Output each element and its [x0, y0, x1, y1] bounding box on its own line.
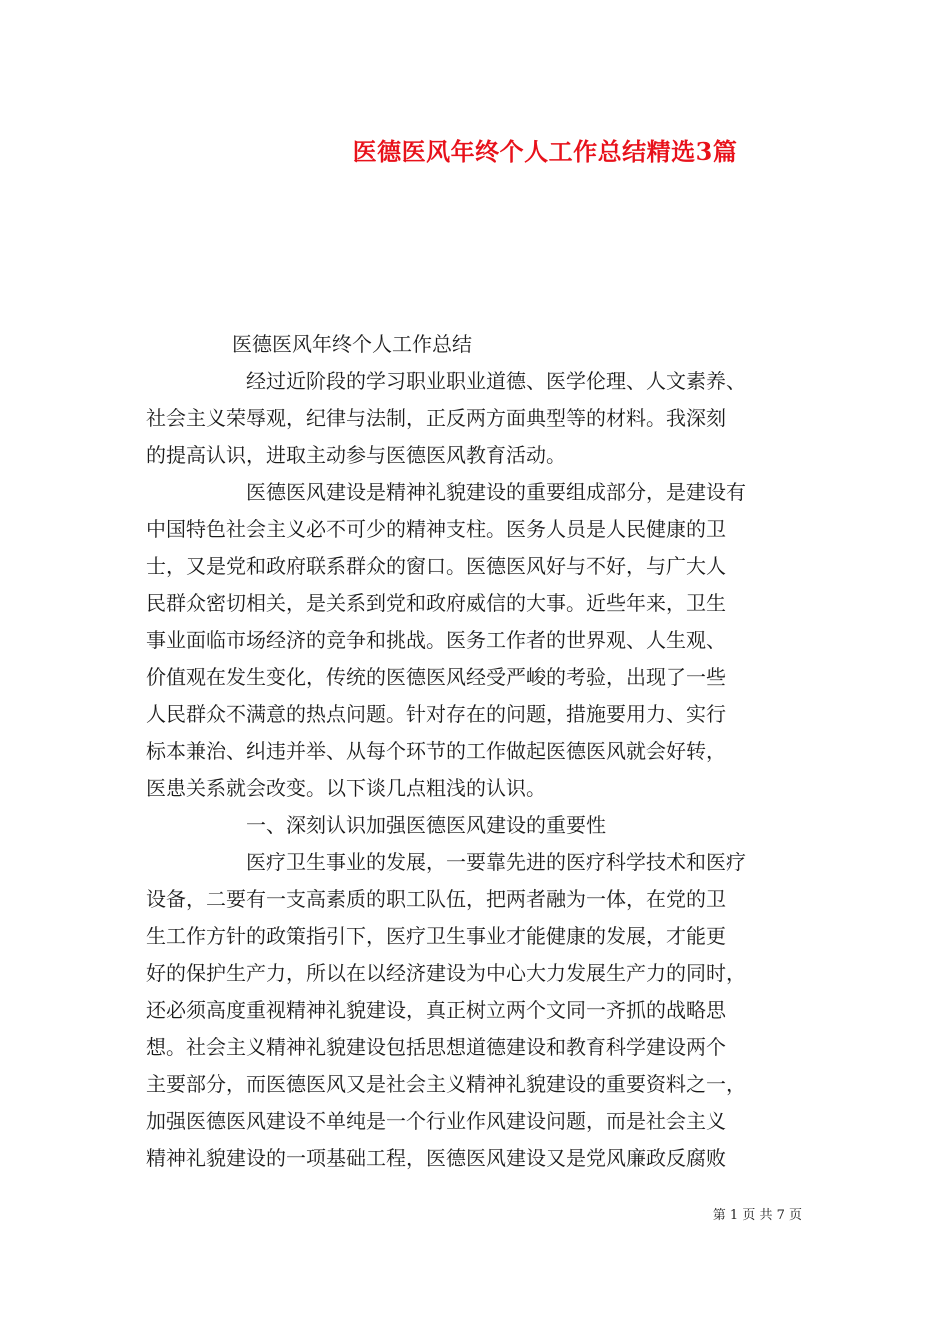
paragraph-line: 事业面临市场经济的竞争和挑战。医务工作者的世界观、人生观、 — [146, 628, 726, 652]
paragraph-line: 精神礼貌建设的一项基础工程，医德医风建设又是党风廉政反腐败 — [146, 1146, 726, 1170]
document-body — [146, 326, 806, 1177]
page-title: 医德医风年终个人工作总结精选3篇 — [352, 137, 738, 166]
paragraph-line: 还必须高度重视精神礼貌建设，真正树立两个文同一齐抓的战略思 — [146, 998, 726, 1022]
paragraph-line: 的提高认识，进取主动参与医德医风教育活动。 — [146, 443, 566, 467]
paragraph-line: 主要部分，而医德医风又是社会主义精神礼貌建设的重要资料之一， — [146, 1072, 746, 1096]
section-heading: 一、深刻认识加强医德医风建设的重要性 — [246, 813, 606, 837]
section-heading: 医德医风年终个人工作总结 — [232, 332, 472, 356]
paragraph-line: 医疗卫生事业的发展，一要靠先进的医疗科学技术和医疗 — [246, 850, 746, 874]
paragraph-line: 社会主义荣辱观，纪律与法制，正反两方面典型等的材料。我深刻 — [146, 406, 726, 430]
paragraph-line: 医德医风建设是精神礼貌建设的重要组成部分，是建设有 — [246, 480, 746, 504]
paragraph-line: 好的保护生产力，所以在以经济建设为中心大力发展生产力的同时， — [146, 961, 746, 985]
paragraph-line: 价值观在发生变化，传统的医德医风经受严峻的考验，出现了一些 — [146, 665, 726, 689]
paragraph-line: 加强医德医风建设不单纯是一个行业作风建设问题，而是社会主义 — [146, 1109, 726, 1133]
paragraph-line: 中国特色社会主义必不可少的精神支柱。医务人员是人民健康的卫 — [146, 517, 726, 541]
paragraph-line: 经过近阶段的学习职业职业道德、医学伦理、人文素养、 — [246, 369, 746, 393]
paragraph-line: 人民群众不满意的热点问题。针对存在的问题，措施要用力、实行 — [146, 702, 726, 726]
paragraph-line: 生工作方针的政策指引下，医疗卫生事业才能健康的发展，才能更 — [146, 924, 726, 948]
paragraph-line: 士，又是党和政府联系群众的窗口。医德医风好与不好，与广大人 — [146, 554, 726, 578]
page-number: 第 1 页 共 7 页 — [712, 1208, 802, 1223]
paragraph-line: 设备，二要有一支高素质的职工队伍，把两者融为一体，在党的卫 — [146, 887, 726, 911]
paragraph-line: 医患关系就会改变。以下谈几点粗浅的认识。 — [146, 776, 546, 800]
paragraph-line: 想。社会主义精神礼貌建设包括思想道德建设和教育科学建设两个 — [146, 1035, 726, 1059]
paragraph-line: 民群众密切相关，是关系到党和政府威信的大事。近些年来，卫生 — [146, 591, 726, 615]
paragraph-line: 标本兼治、纠违并举、从每个环节的工作做起医德医风就会好转， — [146, 739, 726, 763]
